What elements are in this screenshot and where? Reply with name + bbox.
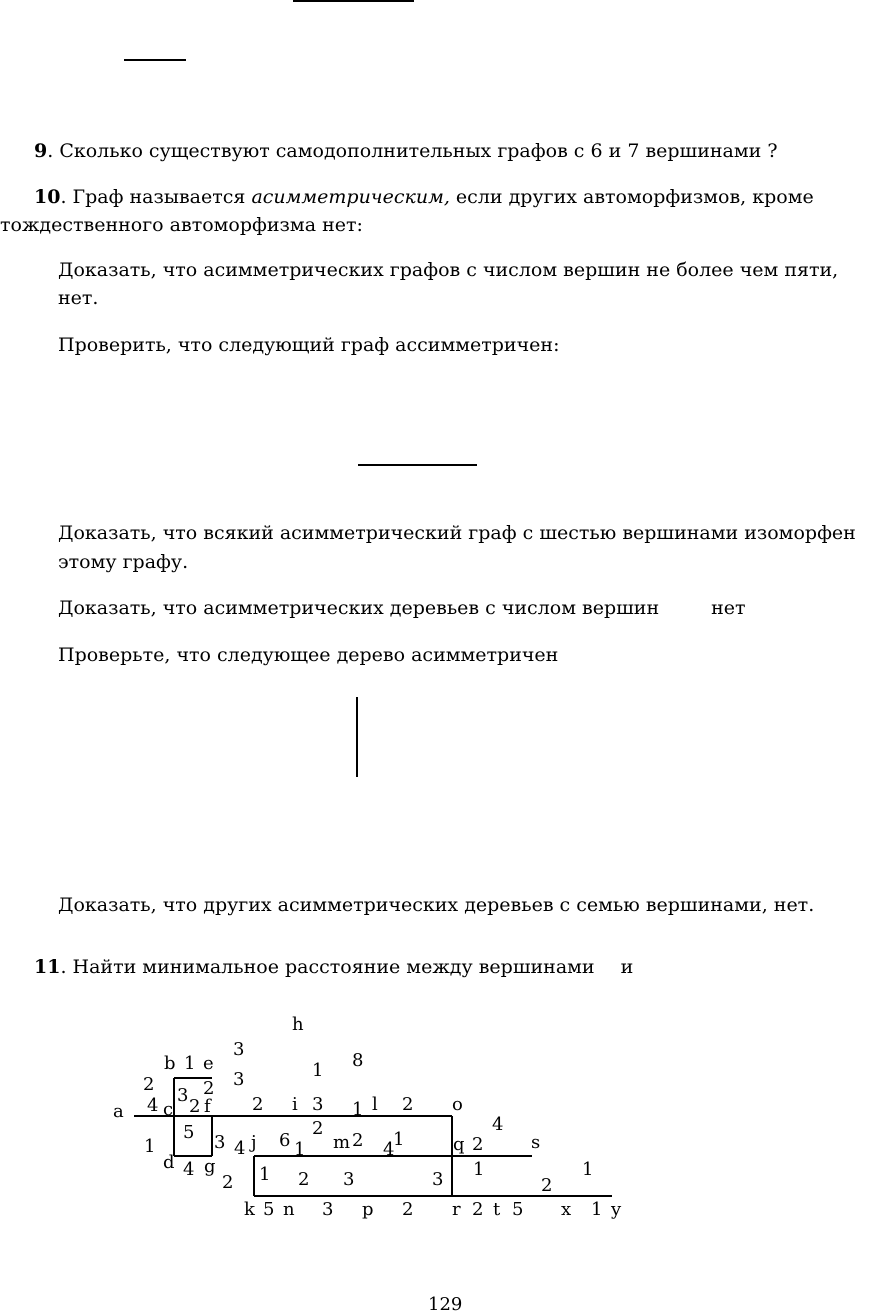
edge-weight: 2 (472, 1199, 484, 1220)
edge-weight: 4 (147, 1095, 159, 1116)
claim-2: Доказать, что всякий асимметрический граф с шестью вершинами изоморфен (58, 522, 856, 544)
problem-text: . Граф называется (60, 186, 252, 208)
check-tree: Проверьте, что следующее дерево асимметричен (58, 644, 559, 666)
edge-weight: 1 (582, 1159, 594, 1180)
edge-weight: 1 (259, 1164, 271, 1185)
edge-weight: 8 (352, 1050, 364, 1071)
claim-4: Доказать, что других асимметрических деревьев с семью вершинами, нет. (58, 894, 815, 916)
edge-weight: 3 (214, 1132, 226, 1153)
edge-weight: 2 (189, 1096, 201, 1117)
vertex-label: m (333, 1132, 351, 1153)
edge-weight: 6 (279, 1130, 291, 1151)
vertex-label: y (611, 1199, 622, 1220)
edge-weight: 1 (352, 1099, 364, 1120)
vertex-label: q (453, 1134, 465, 1155)
edge-weight: 1 (473, 1159, 485, 1180)
edge-weight: 4 (383, 1139, 395, 1160)
vertex-label: c (163, 1099, 174, 1120)
edge-weight: 1 (184, 1053, 196, 1074)
problem-number: 10 (34, 186, 61, 208)
claim-1-cont: нет. (58, 287, 99, 309)
problem-text: . Сколько существуют самодополнительных графов с 6 и 7 вершинами ? (47, 140, 778, 162)
edge-weight: 2 (541, 1175, 553, 1196)
vertex-label: e (203, 1053, 214, 1074)
edge-weight: 2 (143, 1074, 155, 1095)
claim-1: Доказать, что асимметрических графов с числом вершин не более чем пяти, (58, 259, 839, 281)
vertex-label: f (204, 1096, 211, 1117)
claim-2-cont: этому графу. (58, 551, 189, 573)
vertex-label: k (244, 1199, 255, 1220)
vertex-label: h (292, 1014, 304, 1035)
vertex-label: l (372, 1094, 378, 1115)
edge-weight: 3 (233, 1039, 245, 1060)
edge-weight: 3 (322, 1199, 334, 1220)
vertex-label: a (113, 1101, 124, 1122)
vertex-label: b (164, 1053, 176, 1074)
edge-weight: 2 (252, 1094, 264, 1115)
edge-weight: 5 (263, 1199, 275, 1220)
page-number: 129 (428, 1294, 463, 1315)
vertex-label: d (163, 1152, 175, 1173)
check-graph: Проверить, что следующий граф ассимметричен: (58, 334, 560, 356)
edge-weight: 3 (177, 1085, 189, 1106)
vertex-label: j (251, 1132, 257, 1153)
edge-weight: 2 (312, 1118, 324, 1139)
edge-weight: 5 (183, 1122, 195, 1143)
edge-weight: 1 (393, 1129, 405, 1150)
edge-weight: 4 (492, 1114, 504, 1135)
vertex-label: t (493, 1199, 501, 1220)
edge-weight: 2 (222, 1172, 234, 1193)
problem-10-line2: тождественного автоморфизма нет: (0, 214, 363, 236)
edge-weight: 2 (352, 1130, 364, 1151)
edge-weight: 1 (294, 1139, 306, 1160)
problem-number: 9 (34, 140, 48, 162)
claim-3-text: Доказать, что асимметрических деревьев с числом вершин (58, 597, 660, 619)
edge-weight: 5 (512, 1199, 524, 1220)
edge-weight: 2 (298, 1169, 310, 1190)
edge-weight: 2 (472, 1134, 484, 1155)
edge-weight: 3 (312, 1094, 324, 1115)
edge-weight: 4 (183, 1159, 195, 1180)
vertex-label: o (452, 1094, 463, 1115)
edge-weight: 2 (402, 1199, 414, 1220)
claim-3-end: нет (711, 597, 746, 619)
problem-text: . Найти минимальное расстояние между вершинами (60, 956, 595, 978)
defined-term: асимметрическим, (251, 186, 450, 208)
vertex-label: n (283, 1199, 295, 1220)
edge-weight: 3 (432, 1169, 444, 1190)
vertex-label: x (561, 1199, 572, 1220)
edge-weight: 3 (233, 1069, 245, 1090)
vertex-label: r (452, 1199, 461, 1220)
vertex-label: p (362, 1199, 374, 1220)
vertex-label: g (204, 1156, 216, 1177)
edge-weight: 4 (234, 1138, 246, 1159)
edge-weight: 2 (203, 1078, 215, 1099)
vertex-label: i (292, 1094, 298, 1115)
vertex-label: s (531, 1132, 541, 1153)
edge-weight: 3 (343, 1169, 355, 1190)
edge-weight: 1 (312, 1060, 324, 1081)
edge-weight: 2 (402, 1094, 414, 1115)
edge-weight: 1 (591, 1199, 603, 1220)
problem-number: 11 (34, 956, 61, 978)
problem-text: если других автоморфизмов, кроме (449, 186, 814, 208)
edge-weight: 1 (144, 1136, 156, 1157)
problem-text-end: и (620, 956, 634, 978)
